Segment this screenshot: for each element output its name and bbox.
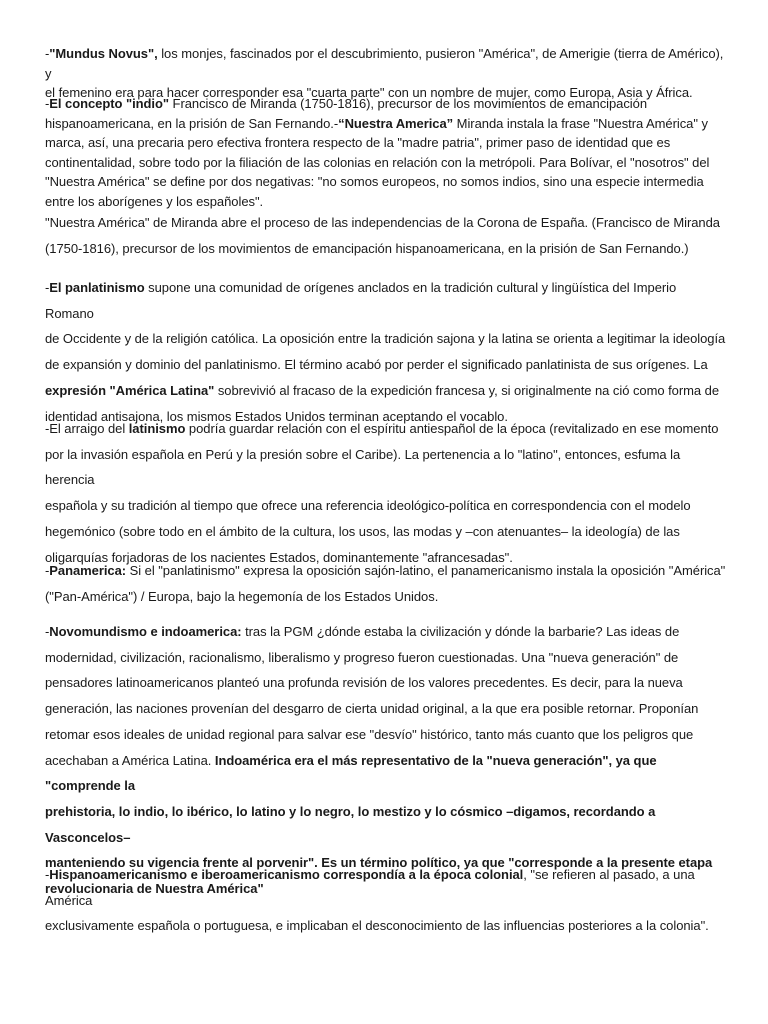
- text-run: entre los aborígenes y los españoles".: [45, 193, 264, 209]
- bold-text: manteniendo su vigencia frente al porvenir". Es un término político, ya que "corresponde a la presente etapa: [45, 855, 713, 871]
- bold-text: Novomundismo e indoamerica:: [49, 624, 242, 639]
- bold-text: El panlatinismo: [49, 280, 145, 295]
- text-run: retomar esos ideales de unidad regional para salvar ese "desvío" histórico, tanto más cuanto que los peligros que: [45, 726, 694, 742]
- text-run: -: [45, 624, 50, 639]
- text-run: , "se refieren al pasado, a una América: [45, 867, 695, 908]
- text-run: Miranda instala la frase "Nuestra América" y: [453, 115, 708, 131]
- text-run: -: [45, 96, 50, 111]
- paragraph-concepto-indio: [45, 94, 727, 211]
- text-run: sobrevivió al fracaso de la expedición francesa y, si originalmente na ció como forma de: [214, 382, 720, 398]
- text-run: (1750-1816), precursor de los movimientos de emancipación hispanoamericana, en la prisión de San Fernando.): [45, 240, 689, 256]
- bold-text: prehistoria, lo indio, lo ibérico, lo latino y lo negro, lo mestizo y lo cósmico –digamos, recordando a Vasconcelos–: [45, 803, 656, 845]
- bold-text: Hispanoamericanismo e iberoamericanismo correspondía a la época colonial: [49, 867, 524, 882]
- text-run: podría guardar relación con el espíritu antiespañol de la época (revitalizado en ese momento: [185, 421, 719, 436]
- bold-text: latinismo: [128, 421, 186, 436]
- text-run: identidad antisajona, los mismos Estados Unidos terminan aceptando el vocablo.: [45, 408, 508, 424]
- paragraph-panlatinismo: [45, 275, 727, 429]
- text-run: exclusivamente española o portuguesa, e implicaban el desconocimiento de las influencias posteriores a la colonia".: [45, 918, 709, 934]
- text-run: Francisco de Miranda (1750-1816), precursor de los movimientos de emancipación: [169, 96, 648, 111]
- text-run: hispanoamericana, en la prisión de San Fernando.-: [45, 115, 339, 131]
- text-run: supone una comunidad de orígenes anclados en la tradición cultural y lingüística del Imperio Romano: [45, 280, 677, 321]
- text-run: de Occidente y de la religión católica. La oposición entre la tradición sajona y la latina se orienta a legitimar la ideología: [45, 331, 726, 347]
- text-run: generación, las naciones provenían del desgarro de cierta unidad original, a la que era posible retornar. Proponían: [45, 701, 699, 717]
- bold-text: El concepto "indio": [49, 96, 169, 111]
- bold-text: revolucionaria de Nuestra América": [45, 881, 264, 897]
- paragraph-nuestra-america: [45, 210, 727, 261]
- paragraph-novomundismo: [45, 619, 727, 902]
- text-run: el femenino era para hacer corresponder esa "cuarta parte" con un nombre de mujer, como Europa, Asia y África.: [45, 85, 693, 100]
- paragraph-latinismo: [45, 416, 727, 570]
- bold-text: “Nuestra America”: [338, 115, 454, 131]
- text-run: hegemónico (sobre todo en el ámbito de la cultura, los usos, las modas y –con atenuantes– la ideología) de las: [45, 523, 680, 539]
- bold-text: Panamerica:: [49, 563, 127, 578]
- text-run: "Nuestra América" de Miranda abre el proceso de las independencias de la Corona de España. (Francisco de Miranda: [45, 215, 720, 230]
- bold-text: "Mundus Novus",: [49, 46, 158, 61]
- text-run: los monjes, fascinados por el descubrimiento, pusieron "América", de Amerigie (tierra de Américo), y: [45, 46, 724, 81]
- text-run: oligarquías forjadoras de los nacientes Estados, dominantemente "afrancesadas".: [45, 549, 513, 565]
- text-run: tras la PGM ¿dónde estaba la civilización y dónde la barbarie? Las ideas de: [241, 624, 680, 639]
- text-run: pensadores latinoamericanos planteó una profunda revisión de los valores precedentes. Es decir, para la nueva: [45, 675, 683, 691]
- text-run: española y su tradición al tiempo que ofrece una referencia ideológico-política en correspondencia con el modelo: [45, 498, 691, 514]
- text-run: -: [45, 46, 50, 61]
- bold-text: expresión "América Latina": [45, 382, 215, 398]
- text-run: -: [45, 563, 50, 578]
- text-run: por la invasión española en Perú y la presión sobre el Caribe). La pertenencia a lo "latino", entonces, esfuma la herencia: [45, 446, 681, 488]
- text-run: -: [45, 867, 50, 882]
- text-run: de expansión y dominio del panlatinismo. El término acabó por perder el significado panlatinista de sus orígenes. La: [45, 357, 708, 373]
- text-run: continentalidad, sobre todo por la filiación de las colonias en relación con la metrópoli. Para Bolívar, el "nosotros" del: [45, 154, 710, 170]
- text-run: Si el "panlatinismo" expresa la oposición sajón-latino, el panamericanismo instala la oposición "América": [126, 563, 726, 578]
- paragraph-panamerica: [45, 558, 727, 609]
- text-run: -El arraigo del: [45, 421, 129, 436]
- text-run: "Nuestra América" se define por dos negativas: "no somos europeos, no somos indios, sino una especie intermedia: [45, 174, 704, 189]
- text-run: modernidad, civilización, racionalismo, liberalismo y progreso fueron cuestionadas. Una "nueva generación" de: [45, 649, 679, 665]
- text-run: -: [45, 280, 50, 295]
- text-run: ("Pan-América") / Europa, bajo la hegemonía de los Estados Unidos.: [45, 588, 439, 604]
- bold-text: Indoamérica era el más representativo de la "nueva generación", ya que "comprende la: [45, 752, 657, 794]
- paragraph-hispanoamericanismo: [45, 862, 727, 939]
- text-run: marca, así, una precaria pero efectiva frontera respecto de la "madre patria", primer paso de identidad que es: [45, 135, 671, 150]
- text-run: acechaban a América Latina.: [45, 752, 215, 768]
